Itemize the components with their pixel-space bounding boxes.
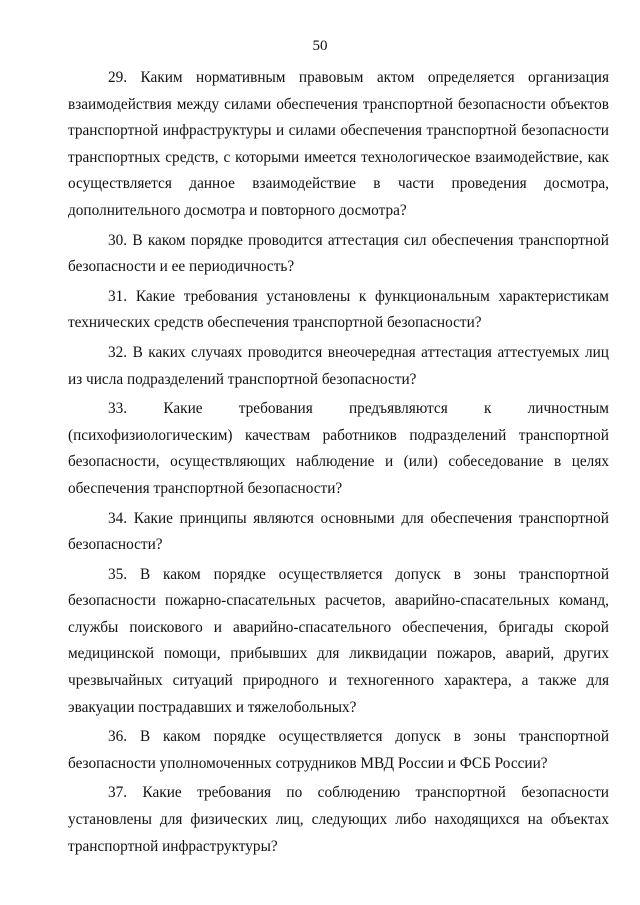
questions-list [68,65,609,863]
question-36: 36. В каком порядке осуществляется допуск в зоны транспортной безопасности уполномоченных сотрудников МВД России и ФСБ России? [68,728,609,772]
question-33: 33. Какие требования предъявляются к личностным (психофизиологическим) качествам работников подразделений транспортной безопасности, осуществляющих наблюдение и (или) собеседование в целях обеспечения транспортной безопасности? [68,400,609,497]
question-35: 35. В каком порядке осуществляется допуск в зоны транспортной безопасности пожарно-спасательных расчетов, аварийно-спасательных команд, службы поискового и аварийно-спасательного обеспечения, бригады скорой медицинской помощи, прибывших для ликвидации пожаров, аварий, других чрезвычайных ситуаций природного и техногенного характера, а также для эвакуации пострадавших и тяжелобольных? [68,565,609,716]
question-31: 31. Какие требования установлены к функциональным характеристикам технических средств обеспечения транспортной безопасности? [68,287,609,332]
question-32: 32. В каких случаях проводится внеочередная аттестация аттестуемых лиц из числа подразделений транспортной безопасности? [68,343,609,388]
question-34: 34. Какие принципы являются основными для обеспечения транспортной безопасности? [68,509,609,554]
question-29: 29. Каким нормативным правовым актом определяется организация взаимодействия между силами обеспечения транспортной безопасности объектов транспортной инфраструктуры и силами обеспечения транспортной безопасности транспортных средств, с которыми имеется технологическое взаимодействие, как осуществляется данное взаимодействие в части проведения досмотра, дополнительного досмотра и повторного досмотра? [68,69,609,219]
question-30: 30. В каком порядке проводится аттестация сил обеспечения транспортной безопасности и ее периодичность? [68,231,609,276]
page-number: 50 [312,38,328,54]
question-37: 37. Какие требования по соблюдению транспортной безопасности установлены для физических лиц, следующих либо находящихся на объектах транспортной инфраструктуры? [68,784,609,855]
